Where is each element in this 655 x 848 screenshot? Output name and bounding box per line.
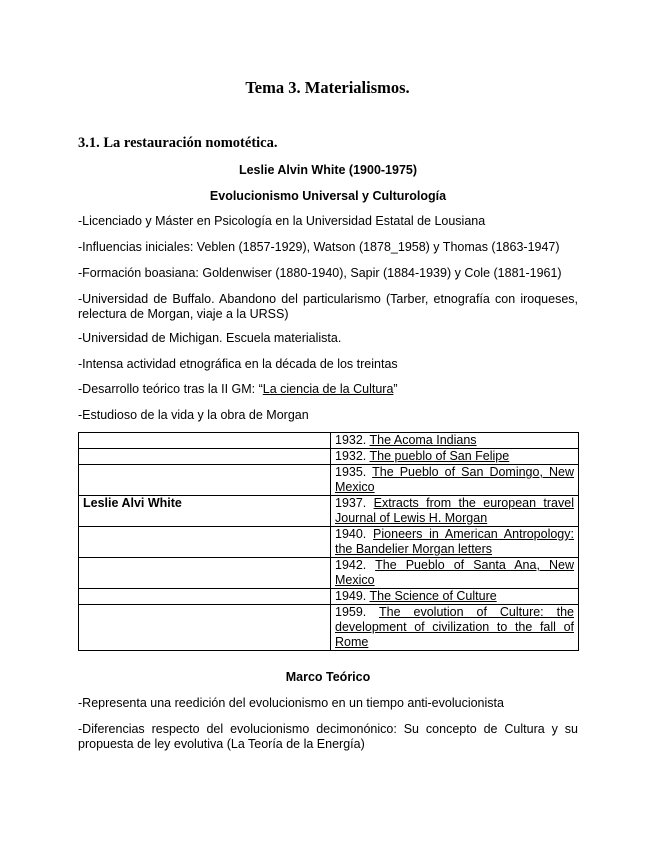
work-cell — [331, 496, 579, 527]
section-heading: 3.1. La restauración nomotética. — [78, 135, 278, 151]
study-line: -Estudioso de la vida y la obra de Morgan — [78, 408, 309, 422]
empty-cell — [79, 605, 331, 651]
work-title: The pueblo of San Felipe — [369, 449, 510, 463]
table-row — [79, 449, 579, 465]
bullet-line: -Influencias iniciales: Veblen (1857-1929), Watson (1878_1958) y Thomas (1863-1947) — [78, 240, 560, 254]
work-year: 1932. — [335, 449, 367, 463]
empty-cell — [79, 589, 331, 605]
table-row — [79, 605, 579, 651]
work-year: 1942. — [335, 558, 367, 572]
work-title: The Science of Culture — [369, 589, 497, 603]
development-title-link: La ciencia de la Cultura — [262, 382, 394, 396]
work-year: 1940. — [335, 527, 367, 541]
bullet-line: -Universidad de Buffalo. Abandono del particularismo (Tarber, etnografía con iroqueses, relectura de Morgan, viaje a la URSS) — [78, 292, 578, 321]
development-suffix: ” — [393, 382, 398, 396]
work-year: 1937. — [335, 496, 367, 510]
work-title: The Pueblo of San Domingo, New Mexico — [335, 465, 574, 494]
table-row — [79, 558, 579, 589]
author-cell: Leslie Alvi White — [79, 496, 331, 527]
framework-line: -Representa una reedición del evolucionismo en un tiempo anti-evolucionista — [78, 696, 504, 710]
development-prefix: -Desarrollo teórico tras la II GM: “ — [78, 382, 263, 396]
work-year: 1932. — [335, 433, 367, 447]
work-year: 1935. — [335, 465, 367, 479]
person-heading: Leslie Alvin White (1900-1975) — [238, 163, 418, 177]
empty-cell — [79, 465, 331, 496]
table-row — [79, 589, 579, 605]
table-row — [79, 465, 579, 496]
work-title: The Pueblo of Santa Ana, New Mexico — [335, 558, 575, 587]
work-cell — [331, 449, 579, 465]
bullet-line: -Intensa actividad etnográfica en la década de los treintas — [78, 357, 398, 371]
development-line — [78, 382, 578, 397]
work-cell — [331, 433, 579, 449]
work-title: The Acoma Indians — [369, 433, 477, 447]
empty-cell — [79, 433, 331, 449]
work-cell — [331, 465, 579, 496]
bullet-line: -Licenciado y Máster en Psicología en la Universidad Estatal de Lousiana — [78, 214, 486, 228]
empty-cell — [79, 527, 331, 558]
table-row — [79, 496, 579, 527]
table-row — [79, 433, 579, 449]
work-title: The evolution of Culture: the development of civilization to the fall of Rome — [335, 605, 574, 649]
work-year: 1949. — [335, 589, 367, 603]
document-title: Tema 3. Materialismos. — [245, 78, 410, 97]
works-table — [78, 432, 579, 651]
work-title: Pioneers in American Antropology: the Bandelier Morgan letters — [335, 527, 574, 556]
work-cell — [331, 605, 579, 651]
bullet-line: -Universidad de Michigan. Escuela materialista. — [78, 331, 342, 345]
bullet-line: -Formación boasiana: Goldenwiser (1880-1940), Sapir (1884-1939) y Cole (1881-1961) — [78, 266, 562, 280]
work-title: Extracts from the european travel Journal of Lewis H. Morgan — [335, 496, 574, 525]
work-cell — [331, 589, 579, 605]
table-row — [79, 527, 579, 558]
subheading: Evolucionismo Universal y Culturología — [209, 189, 447, 203]
framework-line: -Diferencias respecto del evolucionismo decimonónico: Su concepto de Cultura y su propuesta de ley evolutiva (La Teoría de la Energía) — [78, 722, 578, 751]
framework-heading: Marco Teórico — [285, 670, 371, 684]
work-cell — [331, 558, 579, 589]
empty-cell — [79, 558, 331, 589]
empty-cell — [79, 449, 331, 465]
work-year: 1959. — [335, 605, 367, 619]
work-cell — [331, 527, 579, 558]
